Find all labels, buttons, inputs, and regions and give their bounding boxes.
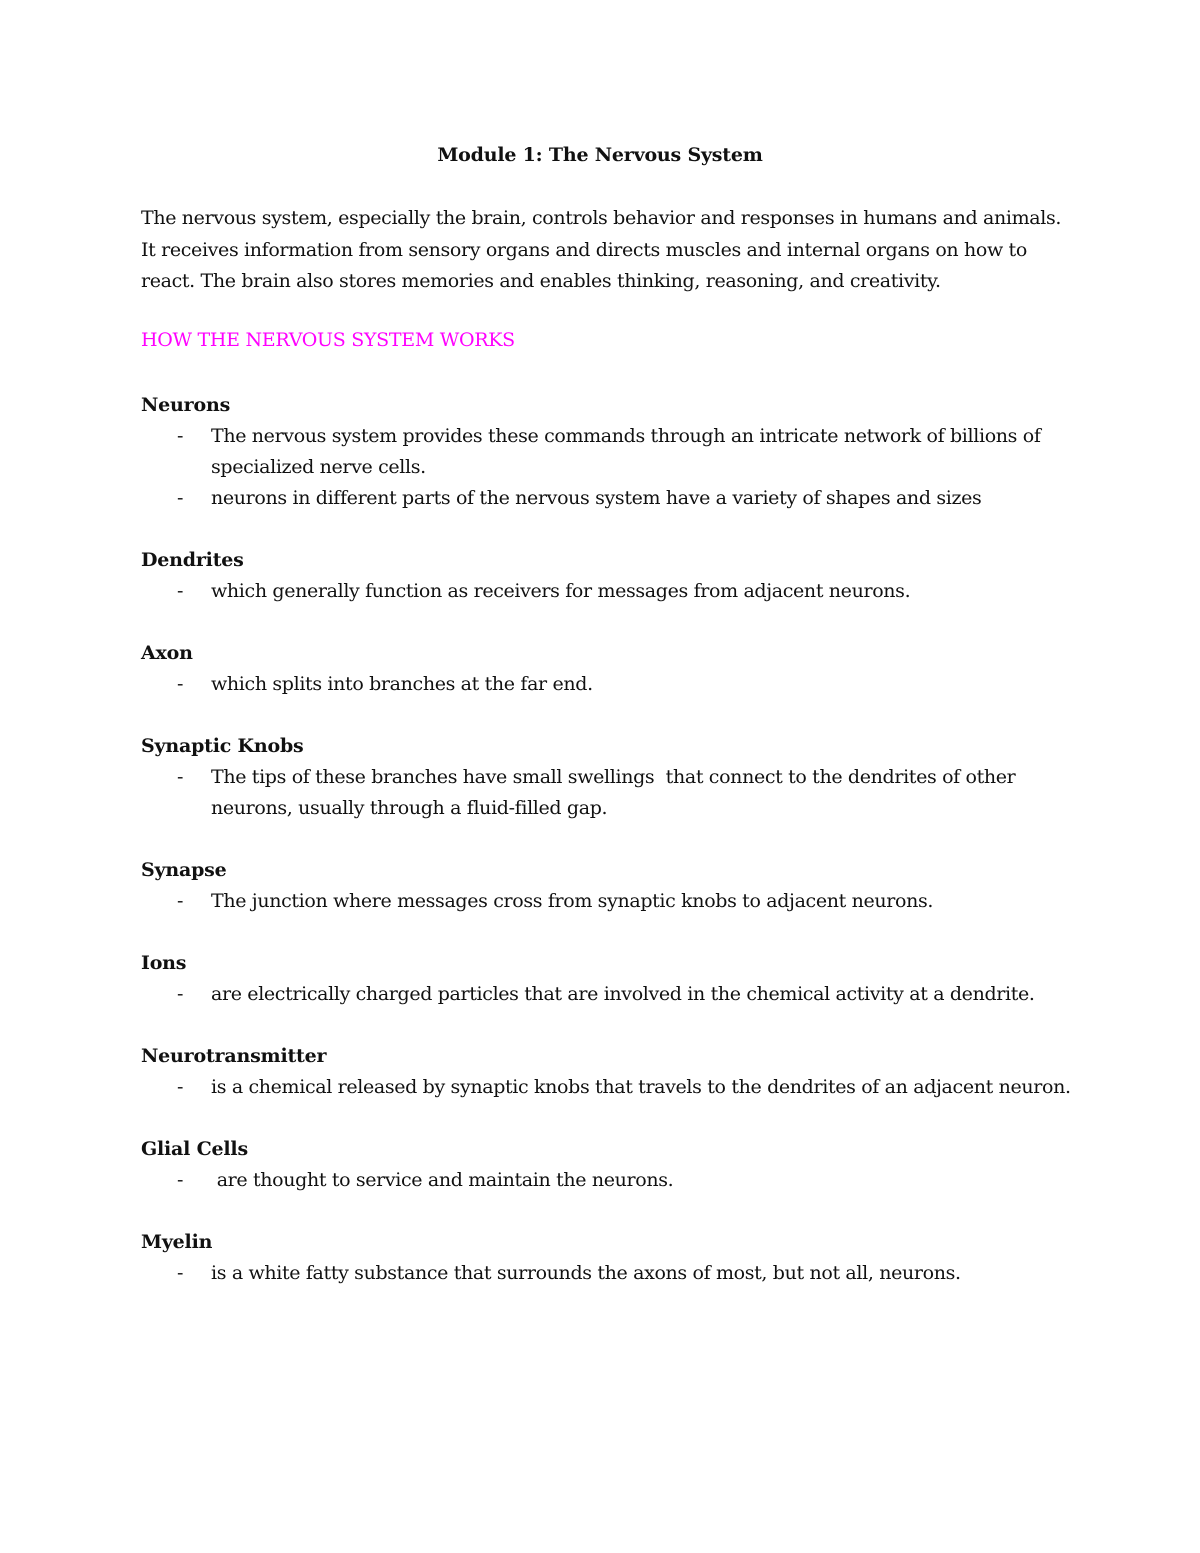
term-block: [141, 948, 1081, 1010]
definition-list: [141, 576, 1081, 607]
terms-list: [141, 390, 1081, 1320]
bullet-dash: -: [177, 890, 184, 912]
definition-text: are thought to service and maintain the neurons.: [211, 1169, 674, 1191]
bullet-dash: -: [177, 1169, 184, 1191]
bullet-dash: -: [177, 766, 184, 788]
bullet-dash: -: [177, 1262, 184, 1284]
definition-item: [141, 886, 1081, 917]
definition-item: [141, 669, 1081, 700]
definition-item: [141, 1165, 1081, 1196]
definition-item: [141, 421, 1081, 483]
definition-list: [141, 421, 1081, 514]
term-block: [141, 545, 1081, 607]
term-heading: Ions: [141, 952, 187, 974]
section-heading: HOW THE NERVOUS SYSTEM WORKS: [141, 329, 515, 351]
definition-list: [141, 979, 1081, 1010]
term-block: [141, 1227, 1081, 1289]
definition-text: neurons in different parts of the nervous system have a variety of shapes and sizes: [211, 487, 982, 509]
term-block: [141, 638, 1081, 700]
term-heading: Dendrites: [141, 549, 244, 571]
definition-list: [141, 1072, 1081, 1103]
definition-text: which splits into branches at the far end.: [211, 673, 593, 695]
term-heading: Neurotransmitter: [141, 1045, 327, 1067]
definition-text: is a chemical released by synaptic knobs that travels to the dendrites of an adjacent neuron.: [211, 1076, 1071, 1098]
definition-text: The junction where messages cross from synaptic knobs to adjacent neurons.: [211, 890, 934, 912]
term-block: [141, 731, 1081, 824]
bullet-dash: -: [177, 673, 184, 695]
term-block: [141, 855, 1081, 917]
definition-list: [141, 1258, 1081, 1289]
definition-item: [141, 762, 1081, 824]
term-heading: Synaptic Knobs: [141, 735, 304, 757]
intro-paragraph: The nervous system, especially the brain, controls behavior and responses in humans and animals. It receives information from sensory organs and directs muscles and internal organs on how to react. The brain also stores memories and enables thinking, reasoning, and creativity.: [141, 207, 1062, 292]
term-heading: Glial Cells: [141, 1138, 248, 1160]
bullet-dash: -: [177, 580, 184, 602]
definition-text: The nervous system provides these commands through an intricate network of billions of specialized nerve cells.: [211, 425, 1047, 478]
bullet-dash: -: [177, 425, 184, 447]
definition-list: [141, 886, 1081, 917]
definition-text: The tips of these branches have small swellings that connect to the dendrites of other neurons, usually through a fluid-filled gap.: [211, 766, 1022, 819]
definition-item: [141, 576, 1081, 607]
definition-list: [141, 762, 1081, 824]
definition-item: [141, 483, 1081, 514]
definition-item: [141, 1072, 1081, 1103]
term-block: [141, 1041, 1081, 1103]
term-heading: Neurons: [141, 394, 231, 416]
bullet-dash: -: [177, 983, 184, 1005]
term-heading: Axon: [141, 642, 193, 664]
bullet-dash: -: [177, 487, 184, 509]
definition-item: [141, 1258, 1081, 1289]
term-block: [141, 1134, 1081, 1196]
definition-text: is a white fatty substance that surrounds the axons of most, but not all, neurons.: [211, 1262, 961, 1284]
definition-text: which generally function as receivers for messages from adjacent neurons.: [211, 580, 911, 602]
term-heading: Myelin: [141, 1231, 213, 1253]
document-title: Module 1: The Nervous System: [437, 144, 763, 166]
definition-list: [141, 669, 1081, 700]
term-block: [141, 390, 1081, 514]
definition-list: [141, 1165, 1081, 1196]
bullet-dash: -: [177, 1076, 184, 1098]
definition-item: [141, 979, 1081, 1010]
term-heading: Synapse: [141, 859, 227, 881]
definition-text: are electrically charged particles that are involved in the chemical activity at a dendrite.: [211, 983, 1035, 1005]
